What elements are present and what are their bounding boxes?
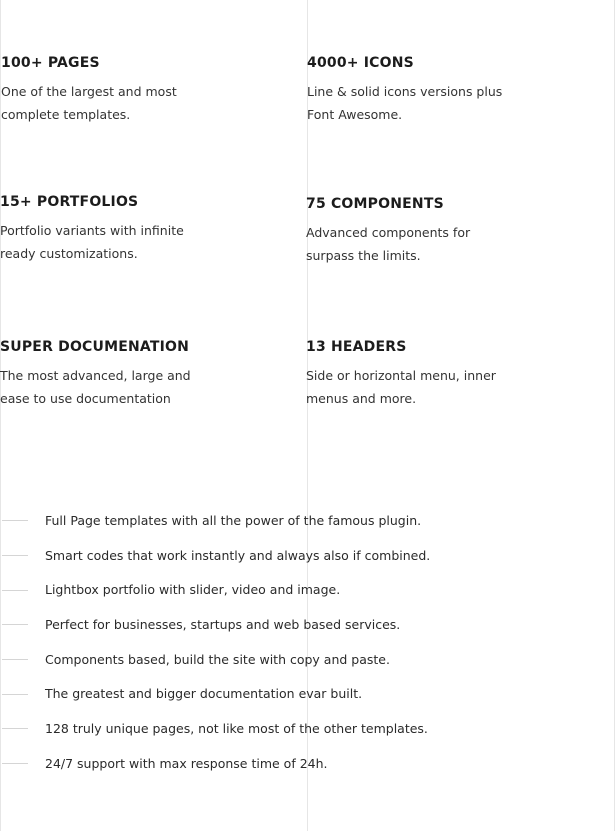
list-item [0, 676, 600, 711]
feature-description: Line & solid icons versions plus Font Awesome. [307, 84, 503, 122]
feature-title: 4000+ ICONS [307, 55, 414, 71]
dash-icon [2, 520, 28, 521]
right-guide-line [614, 0, 615, 831]
feature-icons [307, 54, 607, 126]
list-item-text: Full Page templates with all the power of the famous plugin. [45, 512, 422, 528]
feature-title: SUPER DOCUMENATION [0, 339, 190, 355]
feature-documentation [0, 338, 300, 410]
list-item-text: 128 truly unique pages, not like most of the other templates. [45, 720, 428, 736]
list-item-text: Lightbox portfolio with slider, video and image. [45, 582, 341, 598]
feature-description: Portfolio variants with infinite ready customizations. [0, 223, 184, 261]
list-item-text: Perfect for businesses, startups and web based services. [45, 616, 401, 632]
feature-title: 75 COMPONENTS [306, 196, 444, 212]
list-item [0, 642, 600, 677]
feature-description: One of the largest and most complete templates. [1, 84, 177, 122]
dash-icon [2, 728, 28, 729]
list-item-text: The greatest and bigger documentation evar built. [45, 686, 363, 702]
feature-title: 13 HEADERS [306, 339, 407, 355]
dash-icon [2, 763, 28, 764]
dash-icon [2, 659, 28, 660]
dash-icon [2, 694, 28, 695]
list-item [0, 607, 600, 642]
dash-icon [2, 624, 28, 625]
list-item-text: Smart codes that work instantly and always also if combined. [45, 547, 431, 563]
list-item-text: 24/7 support with max response time of 24h. [45, 755, 328, 771]
feature-description: The most advanced, large and ease to use documentation [0, 368, 191, 406]
feature-description: Advanced components for surpass the limits. [306, 225, 471, 263]
dash-icon [2, 590, 28, 591]
dash-icon [2, 555, 28, 556]
feature-title: 100+ PAGES [1, 55, 100, 71]
list-item [0, 572, 600, 607]
feature-title: 15+ PORTFOLIOS [0, 194, 139, 210]
feature-components [306, 195, 606, 267]
feature-description: Side or horizontal menu, inner menus and more. [306, 368, 496, 406]
feature-portfolios [0, 193, 300, 265]
list-item [0, 538, 600, 573]
list-item [0, 746, 600, 781]
feature-headers [306, 338, 606, 410]
list-item [0, 711, 600, 746]
feature-checklist [0, 503, 600, 781]
list-item-text: Components based, build the site with copy and paste. [45, 651, 390, 667]
list-item [0, 503, 600, 538]
feature-pages [1, 54, 301, 126]
